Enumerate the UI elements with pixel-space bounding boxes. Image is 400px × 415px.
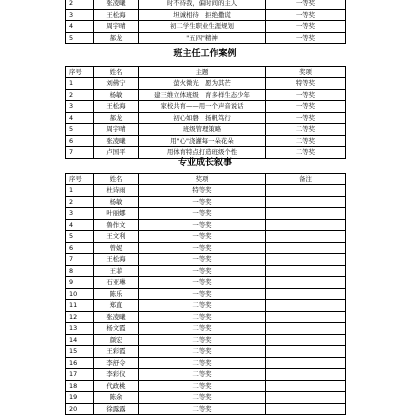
table-row <box>66 300 346 312</box>
table-cell: 二等奖 <box>266 135 346 147</box>
table-row <box>66 323 346 335</box>
table-cell: 一等奖 <box>139 265 266 277</box>
table-cell <box>266 254 346 266</box>
table-cell: 杜诗雨 <box>94 185 139 197</box>
table-cell: 张凌曦 <box>94 0 139 9</box>
table-cell: 11 <box>66 300 94 312</box>
table-cell: 建三维立体班级 育多样生态少年 <box>139 89 266 101</box>
table-cell: 4 <box>66 112 94 124</box>
table-cell <box>266 208 346 220</box>
section-title-growth-narratives: 专业成长叙事 <box>177 158 232 168</box>
table-header-row <box>66 67 346 78</box>
table-cell: 代政桃 <box>94 380 139 392</box>
table-row <box>66 89 346 101</box>
table-row <box>66 135 346 147</box>
table-cell: 1 <box>66 185 94 197</box>
table-cell: 一等奖 <box>139 208 266 220</box>
table-cell: 杨敏 <box>94 196 139 208</box>
growth-narratives-table <box>65 173 346 415</box>
table-cell: 一等奖 <box>139 196 266 208</box>
table-cell: 13 <box>66 323 94 335</box>
table-cell: 初心如磐 扬帆笃行 <box>139 112 266 124</box>
table-cell: 曾妮 <box>94 242 139 254</box>
table-cell <box>266 392 346 404</box>
table-cell: 杨文霞 <box>94 323 139 335</box>
table-cell: 18 <box>66 380 94 392</box>
table-cell: 叶丽娜 <box>94 208 139 220</box>
table-cell: 张凌曦 <box>94 311 139 323</box>
table-cell: 3 <box>66 9 94 21</box>
table-cell: 5 <box>66 124 94 136</box>
table-cell <box>266 219 346 231</box>
table-cell: 王松海 <box>94 101 139 113</box>
table-cell: 班级管理策略 <box>139 124 266 136</box>
table-cell: 12 <box>66 311 94 323</box>
table-cell: 2 <box>66 89 94 101</box>
header-cell: 姓名 <box>94 67 139 78</box>
table-cell: 2 <box>66 0 94 9</box>
table-cell: 郑直 <box>94 300 139 312</box>
table-cell: 王松海 <box>94 9 139 21</box>
table-cell: 二等奖 <box>139 311 266 323</box>
table-cell: 卢国平 <box>94 147 139 159</box>
table-cell: 4 <box>66 219 94 231</box>
table-cell: 特等奖 <box>139 185 266 197</box>
table-cell <box>266 300 346 312</box>
table-row <box>66 124 346 136</box>
table-cell: 二等奖 <box>139 403 266 415</box>
table-cell: 鲁作文 <box>94 219 139 231</box>
table-cell: 张凌曦 <box>94 135 139 147</box>
table-cell: 二等奖 <box>139 392 266 404</box>
header-cell: 奖项 <box>266 67 346 78</box>
table-cell: 17 <box>66 369 94 381</box>
table-cell: 二等奖 <box>139 380 266 392</box>
table-cell <box>266 242 346 254</box>
table-cell: 一等奖 <box>139 242 266 254</box>
table-cell <box>266 288 346 300</box>
table-cell: 一等奖 <box>266 32 346 44</box>
table-cell: 6 <box>66 242 94 254</box>
table-cell <box>266 277 346 289</box>
table-cell: 3 <box>66 208 94 220</box>
table-cell: 石亚琳 <box>94 277 139 289</box>
table-row <box>66 277 346 289</box>
table-row <box>66 254 346 266</box>
table-cell: 一等奖 <box>266 89 346 101</box>
table-row <box>66 208 346 220</box>
table-cell: 王彩霞 <box>94 346 139 358</box>
table-row <box>66 334 346 346</box>
table-cell: 一等奖 <box>139 254 266 266</box>
table-cell <box>266 265 346 277</box>
table-row <box>66 346 346 358</box>
table-row <box>66 0 346 9</box>
table-row <box>66 196 346 208</box>
table-cell: 7 <box>66 147 94 159</box>
table-cell: 一等奖 <box>266 9 346 21</box>
table-row <box>66 392 346 404</box>
header-cell: 序号 <box>66 174 94 185</box>
table-cell: "五四"精神 <box>139 32 266 44</box>
table-row <box>66 112 346 124</box>
table-cell: 20 <box>66 403 94 415</box>
table-row <box>66 78 346 90</box>
table-cell: 3 <box>66 101 94 113</box>
table-cell: 王菲 <box>94 265 139 277</box>
table-cell: 一等奖 <box>266 101 346 113</box>
header-cell: 奖项 <box>139 174 266 185</box>
header-cell: 序号 <box>66 67 94 78</box>
table-cell: 10 <box>66 288 94 300</box>
table-cell: 用"心"浇灌每一朵花朵 <box>139 135 266 147</box>
table-cell: 一等奖 <box>139 288 266 300</box>
table-cell: 郝龙 <box>94 32 139 44</box>
header-cell: 主题 <box>139 67 266 78</box>
table-cell: 一等奖 <box>266 21 346 33</box>
table-row <box>66 403 346 415</box>
table-cell <box>266 380 346 392</box>
table-cell: 颜宏 <box>94 334 139 346</box>
table-cell: 1 <box>66 78 94 90</box>
table-cell <box>266 334 346 346</box>
table-cell: 一等奖 <box>266 0 346 9</box>
table-row <box>66 265 346 277</box>
table-cell <box>266 403 346 415</box>
table-cell: 8 <box>66 265 94 277</box>
table-cell: 一等奖 <box>139 231 266 243</box>
table-row <box>66 231 346 243</box>
table-cell <box>266 346 346 358</box>
table-row <box>66 242 346 254</box>
table-cell <box>266 323 346 335</box>
table-cell: 6 <box>66 135 94 147</box>
table-cell: 4 <box>66 21 94 33</box>
table-header-row <box>66 174 346 185</box>
table-cell: 陈乐 <box>94 288 139 300</box>
class-cases-table <box>65 66 346 159</box>
top-table <box>65 0 346 44</box>
table-row <box>66 101 346 113</box>
table-cell: 二等奖 <box>266 147 346 159</box>
table-cell: 二等奖 <box>139 300 266 312</box>
table-cell: 李舒令 <box>94 357 139 369</box>
table-cell: 萤火微光 愿为其芒 <box>139 78 266 90</box>
table-cell <box>266 357 346 369</box>
table-cell: 二等奖 <box>139 323 266 335</box>
table-cell: 一等奖 <box>139 277 266 289</box>
table-cell: 特等奖 <box>266 78 346 90</box>
table-cell: 家校共育——用一个声音说话 <box>139 101 266 113</box>
table-row <box>66 32 346 44</box>
table-cell: 杨敏 <box>94 89 139 101</box>
table-cell <box>266 231 346 243</box>
table-cell: 周宇晴 <box>94 124 139 136</box>
table-cell: 周宇晴 <box>94 21 139 33</box>
table-row <box>66 9 346 21</box>
table-row <box>66 311 346 323</box>
table-cell: 2 <box>66 196 94 208</box>
table-cell: 坦诚相待 拒绝撒谎 <box>139 9 266 21</box>
table-cell: 15 <box>66 346 94 358</box>
header-cell: 备注 <box>266 174 346 185</box>
table-row <box>66 357 346 369</box>
table-cell: 初二学生职业生涯规划 <box>139 21 266 33</box>
table-cell: 刘佛宁 <box>94 78 139 90</box>
table-cell: 二等奖 <box>139 357 266 369</box>
table-cell: 王松海 <box>94 254 139 266</box>
table-cell: 7 <box>66 254 94 266</box>
table-cell <box>266 369 346 381</box>
table-cell: 王文利 <box>94 231 139 243</box>
table-cell <box>266 311 346 323</box>
table-cell: 徐露露 <box>94 403 139 415</box>
table-cell: 用体育特点打造班级个性 <box>139 147 266 159</box>
table-cell: 时不待我，偏时间的主人 <box>139 0 266 9</box>
table-cell: 一等奖 <box>139 219 266 231</box>
table-cell: 19 <box>66 392 94 404</box>
table-cell <box>266 185 346 197</box>
table-row <box>66 380 346 392</box>
table-cell: 二等奖 <box>139 334 266 346</box>
table-cell: 二等奖 <box>139 346 266 358</box>
section-title-class-cases: 班主任工作案例 <box>173 49 237 59</box>
header-cell: 姓名 <box>94 174 139 185</box>
table-row <box>66 21 346 33</box>
table-cell: 16 <box>66 357 94 369</box>
table-cell: 郝龙 <box>94 112 139 124</box>
table-cell: 一等奖 <box>266 112 346 124</box>
table-cell: 9 <box>66 277 94 289</box>
table-cell: 二等奖 <box>139 369 266 381</box>
table-cell <box>266 196 346 208</box>
table-row <box>66 185 346 197</box>
table-row <box>66 369 346 381</box>
table-row <box>66 288 346 300</box>
table-cell: 陈余 <box>94 392 139 404</box>
table-cell: 李彩仪 <box>94 369 139 381</box>
table-cell: 5 <box>66 231 94 243</box>
table-cell: 5 <box>66 32 94 44</box>
table-cell: 14 <box>66 334 94 346</box>
table-row <box>66 219 346 231</box>
table-cell: 二等奖 <box>266 124 346 136</box>
